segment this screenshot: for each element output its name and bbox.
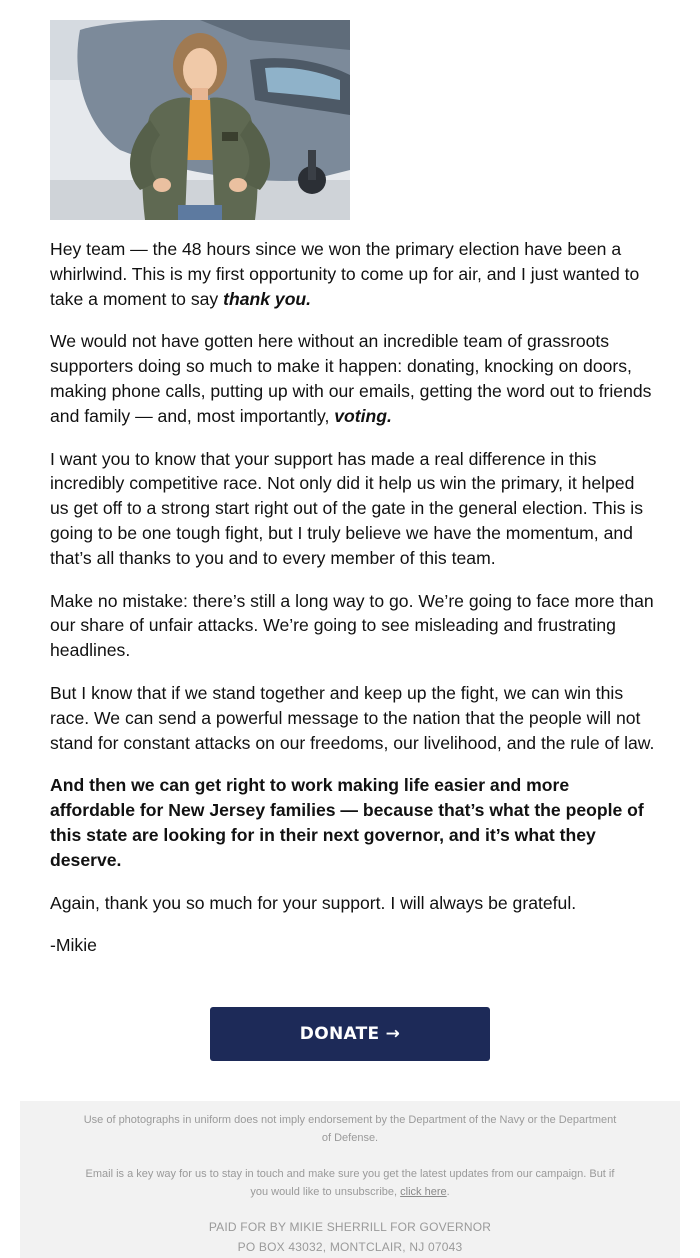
paid-for-line: PAID FOR BY MIKIE SHERRILL FOR GOVERNOR: [208, 1220, 492, 1234]
paragraph-bold-affordable: And then we can get right to work making life easier and more affordable for New Jersey families — because that’s what the people of this state are looking for in their next governor, and it’s what they deserve.: [50, 775, 644, 870]
unsubscribe-text: Email is a key way for us to stay in touch and make sure you get the latest updates from our campaign. But if you would like to unsubscribe,: [85, 1168, 615, 1198]
paragraph-supporters: [50, 329, 655, 428]
hero-photo: [50, 20, 350, 220]
thank-you-emphasis: thank you.: [223, 288, 312, 309]
donate-button[interactable]: DONATE →: [210, 1007, 490, 1061]
signature: -Mikie: [50, 935, 97, 956]
email-footer: [20, 1101, 680, 1258]
address-line: PO BOX 43032, MONTCLAIR, NJ 07043: [237, 1240, 463, 1254]
paragraph-stand-together: But I know that if we stand together and keep up the fight, we can win this race. We can send a powerful message to the nation that the people will not stand for constant attacks on our freedoms, our livelihood, and the rule of law.: [50, 682, 655, 753]
voting-emphasis: voting.: [334, 405, 392, 426]
footer-unsubscribe: [80, 1165, 620, 1201]
paragraph-greeting: [50, 237, 655, 311]
greeting-text: Hey team — the 48 hours since we won the primary election have been a whirlwind. This is my first opportunity to come up for air, and I just wanted to take a moment to say: [50, 239, 640, 309]
paragraph-long-way: Make no mistake: there’s still a long way to go. We’re going to face more than our share of unfair attacks. We’re going to see misleading and frustrating headlines.: [50, 590, 654, 661]
unsubscribe-link[interactable]: click here: [400, 1186, 447, 1198]
paragraph-grateful: Again, thank you so much for your support. I will always be grateful.: [50, 892, 577, 913]
donate-button-wrapper: [210, 1007, 490, 1061]
supporters-text: We would not have gotten here without an incredible team of grassroots supporters doing so much to make it happen: donating, knocking on doors, making phone calls, putting up with our emails, getting the word out to friends and family — and, most importantly,: [50, 331, 652, 426]
unsubscribe-period: .: [446, 1186, 450, 1198]
hero-photo-illustration: [50, 20, 350, 220]
footer-disclaimer: Use of photographs in uniform does not imply endorsement by the Department of the Navy or the Department of Defense.: [83, 1114, 617, 1144]
footer-paid-for-block: [80, 1217, 620, 1257]
paragraph-support-difference: I want you to know that your support has made a real difference in this incredibly competitive race. Not only did it help us win the primary, it helped us get off to a strong start right out of the gate in the general election. This is going to be one tough fight, but I truly believe we have the momentum, and that’s all thanks to you and to every member of this team.: [50, 448, 644, 568]
email-body: [50, 237, 655, 976]
